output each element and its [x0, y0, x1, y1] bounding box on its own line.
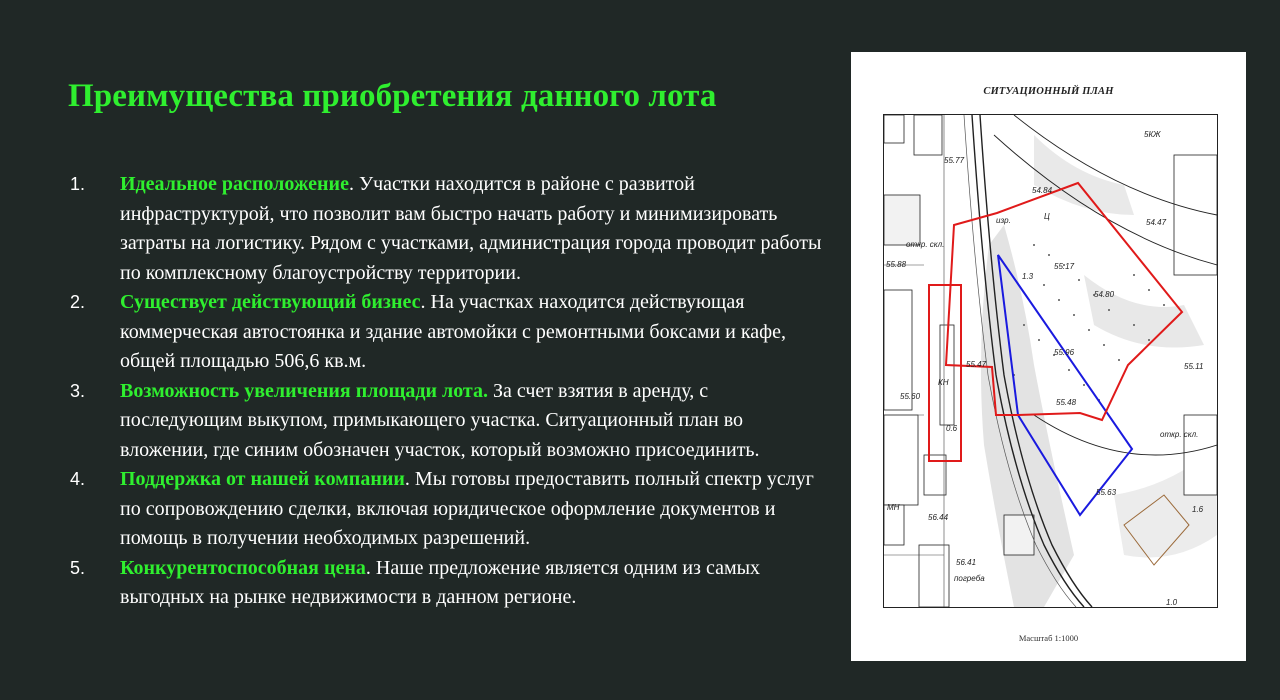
- benefit-number: 4.: [70, 469, 86, 489]
- building: [1174, 155, 1217, 275]
- benefit-text: [120, 170, 830, 288]
- site-plan-title: СИТУАЦИОННЫЙ ПЛАН: [983, 86, 1114, 97]
- benefit-heading: Возможность увеличения площади лота.: [120, 379, 488, 402]
- map-label: 1.0: [1166, 598, 1178, 607]
- map-label: 1.6: [1192, 505, 1204, 514]
- map-label: откр. скл.: [906, 240, 945, 249]
- map-label: 54.80: [1094, 290, 1115, 299]
- benefit-number: 3.: [70, 380, 86, 401]
- map-label: 5КЖ: [1144, 130, 1161, 139]
- site-plan-map: [883, 114, 1218, 608]
- benefit-text: [120, 377, 830, 466]
- benefit-text: [120, 465, 830, 554]
- benefit-body: . На участках находится действующая коммерческая автостоянка и здание автомойки с ремонтными боксами и кафе, общей площадью 506,6 кв.м.: [120, 291, 786, 372]
- map-label: откр. скл.: [1160, 430, 1199, 439]
- benefit-text: [120, 554, 830, 613]
- map-label: 55.47: [966, 360, 987, 369]
- building: [884, 115, 904, 143]
- map-label: 55.11: [1184, 362, 1204, 371]
- benefit-item-1: [70, 170, 830, 288]
- map-label: погреба: [954, 574, 985, 583]
- benefit-body: . Мы готовы предоставить полный спектр услуг по сопровождению сделки, включая юридическое оформление документов и помощь в получении необходимых разрешений.: [120, 468, 814, 549]
- benefit-item-4: [70, 465, 830, 554]
- building: [919, 545, 949, 607]
- map-label: изр.: [996, 216, 1011, 225]
- map-label: 55.17: [1054, 262, 1075, 271]
- benefit-number: 5.: [70, 557, 86, 578]
- map-label: 56.41: [956, 558, 977, 567]
- benefits-list: [70, 170, 830, 613]
- building: [1004, 515, 1034, 555]
- site-plan-image: [851, 52, 1246, 661]
- benefit-heading: Существует действующий бизнес: [120, 291, 421, 313]
- map-label: 54.47: [1146, 218, 1167, 227]
- green-zone: [1034, 135, 1134, 215]
- benefit-body: . Наше предложение является одним из самых выгодных на рынке недвижимости в данном регионе.: [120, 556, 761, 608]
- map-label: КН: [938, 378, 949, 387]
- map-label: 55.96: [1054, 348, 1075, 357]
- map-label: 55.63: [1096, 488, 1117, 497]
- benefit-heading: Конкурентоспособная цена: [120, 556, 366, 579]
- map-label: 55.48: [1056, 398, 1077, 407]
- building: [1184, 415, 1217, 495]
- building: [884, 415, 918, 505]
- benefit-item-3: [70, 377, 830, 466]
- benefit-item-5: [70, 554, 830, 613]
- benefit-text: [120, 288, 830, 377]
- benefit-heading: Поддержка от нашей компании: [120, 468, 405, 490]
- green-zone: [1084, 275, 1204, 348]
- map-label: 56.44: [928, 513, 949, 522]
- map-label: 1.3: [1022, 272, 1034, 281]
- benefit-body: . Участки находится в районе с развитой инфраструктурой, что позволит вам быстро начать работу и минимизировать затраты на логистику. Рядом с участками, администрация города проводит работы по комплексному благоустройству территории.: [120, 173, 822, 284]
- benefit-body: За счет взятия в аренду, с последующим выкупом, примыкающего участка. Ситуационный план во вложении, где синим обозначен участок, который возможно присоединить.: [120, 379, 760, 461]
- map-label: 0.6: [946, 424, 958, 433]
- benefit-number: 1.: [70, 174, 86, 194]
- benefit-number: 2.: [70, 292, 86, 312]
- map-label: МН: [887, 503, 900, 512]
- benefit-item-2: [70, 288, 830, 377]
- map-label: 55.60: [900, 392, 921, 401]
- map-label: 55.88: [886, 260, 907, 269]
- map-label: Ц: [1044, 212, 1050, 221]
- building: [914, 115, 942, 155]
- site-plan-scale: Масштаб 1:1000: [1018, 633, 1079, 643]
- map-label: 55.77: [944, 156, 965, 165]
- map-label: 54.84: [1032, 186, 1053, 195]
- benefit-heading: Идеальное расположение: [120, 173, 349, 195]
- slide-title: Преимущества приобретения данного лота: [68, 78, 717, 114]
- building: [884, 195, 920, 245]
- site-plan-drawing: [884, 115, 1217, 607]
